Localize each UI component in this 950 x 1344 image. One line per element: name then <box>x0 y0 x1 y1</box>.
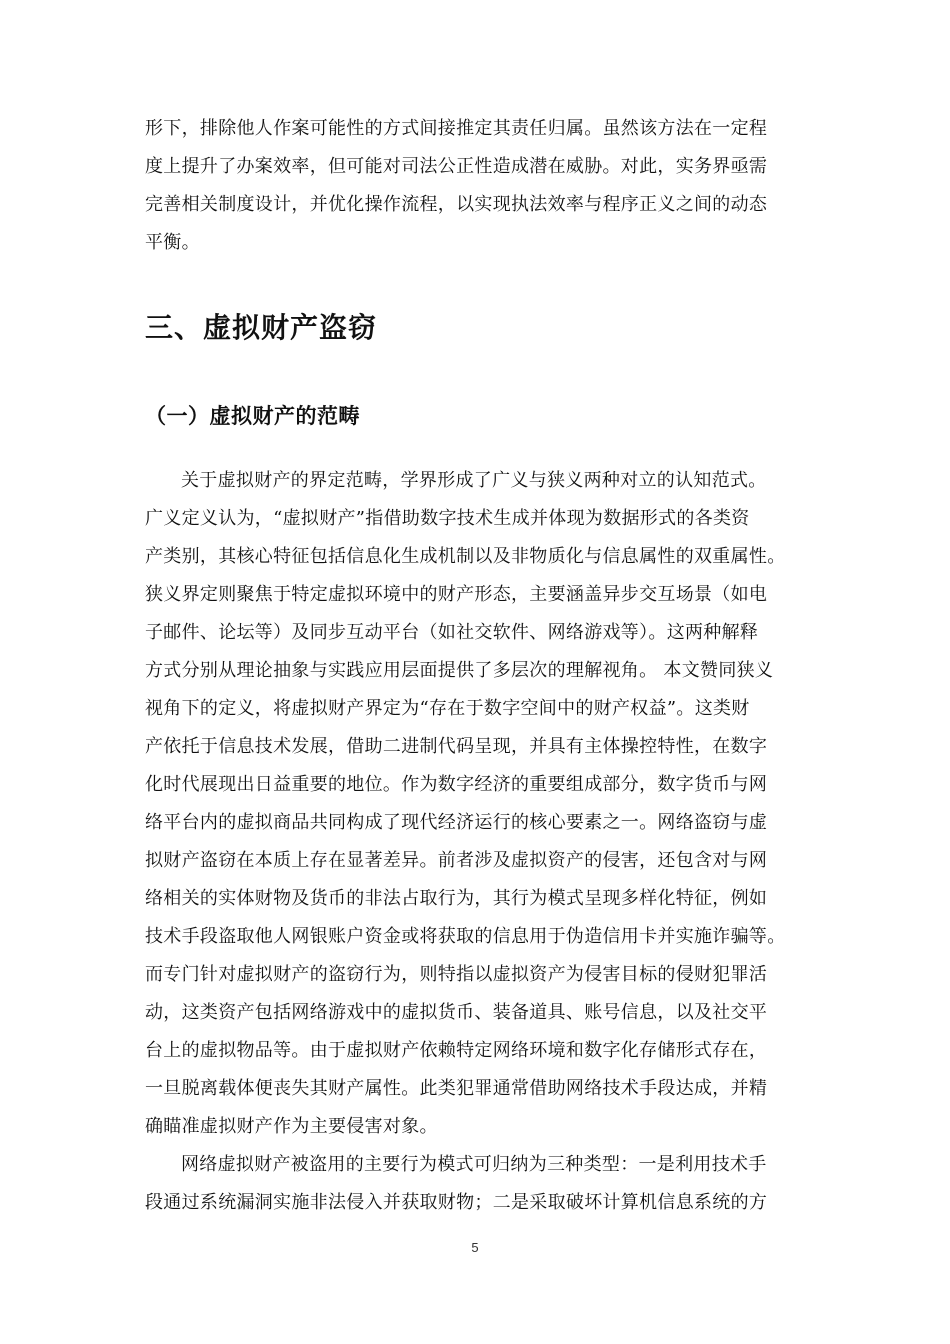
p1-line-11: 拟财产盗窃在本质上存在显著差异。前者涉及虚拟资产的侵害，还包含对与网 <box>145 850 768 871</box>
p1-line-2: 广义定义认为，“虚拟财产”指借助数字技术生成并体现为数据形式的各类资 <box>145 508 750 529</box>
p1-line-17: 一旦脱离载体便丧失其财产属性。此类犯罪通常借助网络技术手段达成，并精 <box>145 1078 768 1099</box>
p1-line-12: 络相关的实体财物及货币的非法占取行为，其行为模式呈现多样化特征，例如 <box>145 888 768 909</box>
paragraph-2 <box>145 1146 807 1222</box>
p1-line-7: 视角下的定义，将虚拟财产界定为“存在于数字空间中的财产权益”。这类财 <box>145 698 750 719</box>
intro-line-1: 形下，排除他人作案可能性的方式间接推定其责任归属。虽然该方法在一定程 <box>145 118 768 139</box>
intro-line-3: 完善相关制度设计，并优化操作流程，以实现执法效率与程序正义之间的动态 <box>145 194 768 215</box>
p1-line-1: 关于虚拟财产的界定范畴，学界形成了广义与狭义两种对立的认知范式。 <box>181 470 767 491</box>
p1-line-13: 技术手段盗取他人网银账户资金或将获取的信息用于伪造信用卡并实施诈骗等。 <box>145 926 786 947</box>
p1-line-9: 化时代展现出日益重要的地位。作为数字经济的重要组成部分，数字货币与网 <box>145 774 768 795</box>
intro-paragraph <box>145 110 807 262</box>
p1-line-14: 而专门针对虚拟财产的盗窃行为，则特指以虚拟资产为侵害目标的侵财犯罪活 <box>145 964 768 985</box>
p1-line-3: 产类别，其核心特征包括信息化生成机制以及非物质化与信息属性的双重属性。 <box>145 546 786 567</box>
p1-line-15: 动，这类资产包括网络游戏中的虚拟货币、装备道具、账号信息，以及社交平 <box>145 1002 768 1023</box>
paragraph-1 <box>145 462 807 1146</box>
p1-line-10: 络平台内的虚拟商品共同构成了现代经济运行的核心要素之一。网络盗窃与虚 <box>145 812 768 833</box>
page-number: 5 <box>471 1240 479 1255</box>
p1-line-16: 台上的虚拟物品等。由于虚拟财产依赖特定网络环境和数字化存储形式存在， <box>145 1040 768 1061</box>
intro-line-2: 度上提升了办案效率，但可能对司法公正性造成潜在威胁。对此，实务界亟需 <box>145 156 768 177</box>
p1-line-5: 子邮件、论坛等）及同步互动平台（如社交软件、网络游戏等）。这两种解释 <box>145 622 759 643</box>
intro-line-4: 平衡。 <box>145 232 200 253</box>
p1-line-8: 产依托于信息技术发展，借助二进制代码呈现，并具有主体操控特性，在数字 <box>145 736 768 757</box>
p1-line-4: 狭义界定则聚焦于特定虚拟环境中的财产形态，主要涵盖异步交互场景（如电 <box>145 584 768 605</box>
p1-line-18: 确瞄准虚拟财产作为主要侵害对象。 <box>145 1116 438 1137</box>
subsection-heading: （一）虚拟财产的范畴 <box>145 404 360 428</box>
p2-line-2: 段通过系统漏洞实施非法侵入并获取财物；二是采取破坏计算机信息系统的方 <box>145 1192 768 1213</box>
p1-line-6: 方式分别从理论抽象与实践应用层面提供了多层次的理解视角。 本文赞同狭义 <box>145 660 774 681</box>
p2-line-1: 网络虚拟财产被盗用的主要行为模式可归纳为三种类型：一是利用技术手 <box>181 1154 767 1175</box>
section-heading: 三、虚拟财产盗窃 <box>145 311 378 344</box>
